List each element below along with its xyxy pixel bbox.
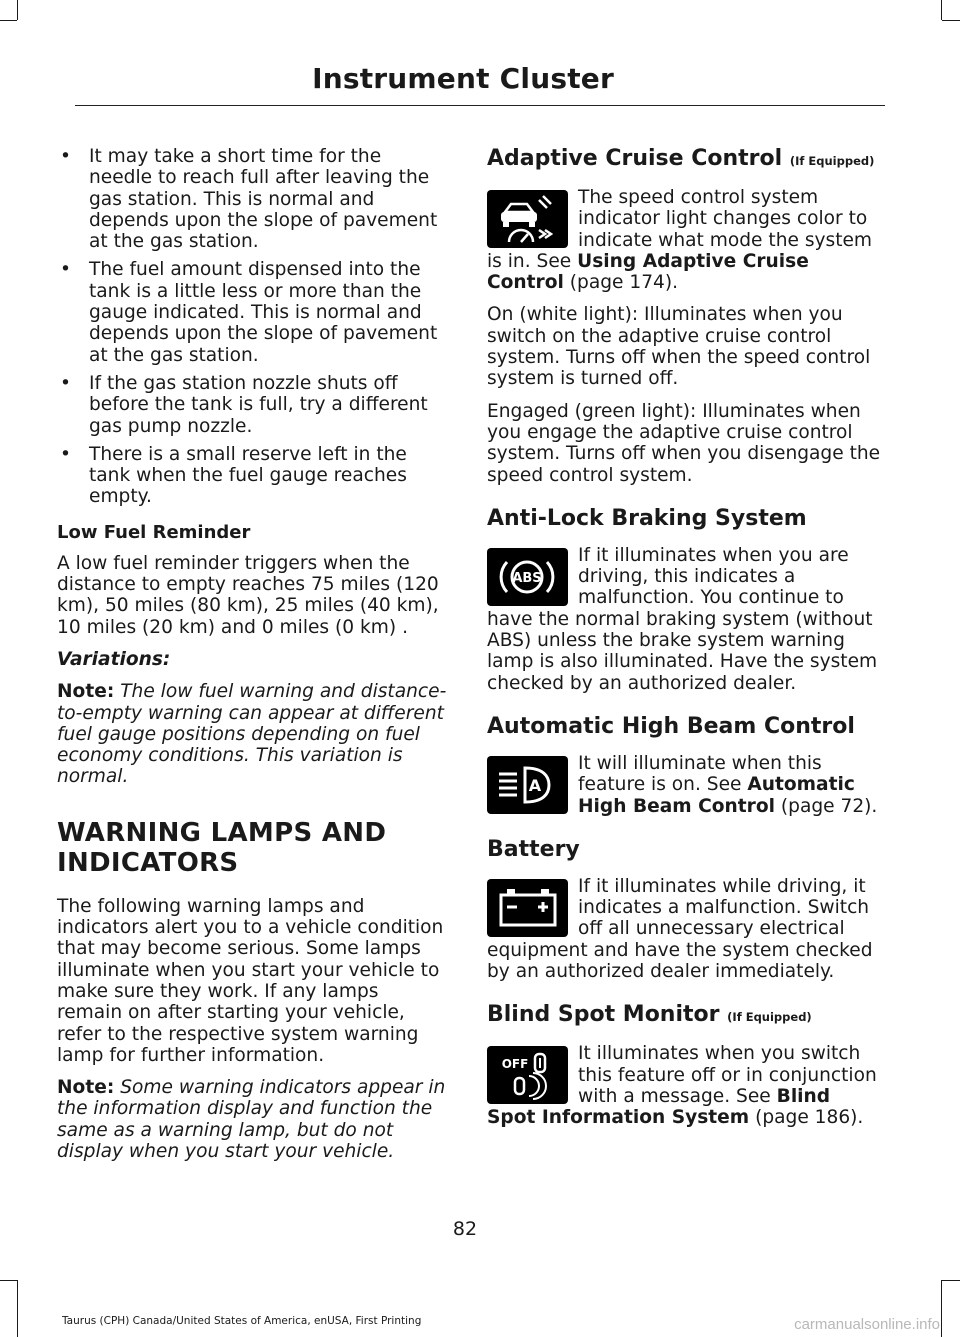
list-item [57,444,449,508]
acc-text-a: The speed control system indicator light changes color to indicate what mode the system is in. See [487,187,873,272]
note-text: The low fuel warning and distance-to-empty warning can appear at different fuel gauge positions depending on fuel economy conditions. This variation is normal. [57,681,447,788]
acc-text-b: (page 174). [563,272,679,294]
note-label: Note: [57,1077,115,1099]
abs-text: If it illuminates when you are driving, this indicates a malfunction. You continue to have the normal braking system (without ABS) unless the brake system warning lamp is also illuminated. Have the system checked by an authorized dealer. [487,544,878,694]
crop-mark [0,1280,17,1281]
note-text: Some warning indicators appear in the information display and function the same as a warning lamp, but do not display when you start your vehicle. [57,1077,446,1162]
abs-icon [487,548,568,606]
battery-text: If it illuminates while driving, it indicates a malfunction. Switch off all unnecessary electrical equipment and have the system checked by an authorized dealer immediately. [487,875,873,983]
crop-mark [941,0,942,20]
crop-mark [17,0,18,20]
blis-heading [487,1002,882,1030]
warning-lamps-heading [57,818,449,878]
heading-line: WARNING LAMPS AND [57,817,387,848]
list-item-text: There is a small reserve left in the tank when the fuel gauge reaches empty. [89,443,407,508]
auto-high-beam-icon [487,756,568,814]
blis-icon-label: OFF [501,1057,529,1072]
abs-heading: Anti-Lock Braking System [487,505,807,531]
list-item-text: If the gas station nozzle shuts off before the tank is full, try a different gas pump nozzle. [89,372,428,437]
left-column [57,146,449,1162]
list-item-text: The fuel amount dispensed into the tank is a little less or more than the gauge indicated. This is normal and depends upon the slope of pavement at the gas station. [89,259,438,366]
crop-mark [941,1280,942,1337]
bullet-icon: • [60,443,71,465]
ahb-xref-link[interactable]: Automatic High Beam Control [578,774,855,817]
list-item [57,259,449,365]
abs-section [487,506,882,694]
ahb-section [487,714,882,817]
page-number: 82 [452,1218,478,1240]
heading-line: INDICATORS [57,847,239,878]
list-item-text: It may take a short time for the needle to reach full after leaving the gas station. This is normal and depends upon the slope of pavement at the gas station. [89,146,438,253]
blis-text-b: (page 186). [749,1107,864,1129]
battery-icon [487,879,568,937]
acc-section [487,146,882,486]
crop-mark [942,20,960,21]
acc-heading [487,146,882,174]
crop-mark [942,1280,960,1281]
page-footer: Taurus (CPH) Canada/United States of America, enUSA, First Printing [62,1315,422,1327]
warning-note [57,1077,449,1162]
right-column [487,146,882,1149]
low-fuel-heading: Low Fuel Reminder [57,521,251,543]
warning-lamps-text: The following warning lamps and indicators alert you to a vehicle condition that may become serious. Some lamps illuminate when you start your vehicle to make sure they work. If any lamps remain on after starting your vehicle, refer to the respective system warning lamp for further information. [57,895,444,1066]
low-fuel-note [57,681,449,787]
acc-engaged-text: Engaged (green light): Illuminates when you engage the adaptive cruise control system. Turns off when you disengage the speed control system. [487,400,881,486]
ahb-icon-label: A [528,775,542,795]
acc-on-text: On (white light): Illuminates when you switch on the adaptive cruise control system. Turns off when the speed control system is turned off. [487,304,871,390]
blis-text-a: It illuminates when you switch this feature off or in conjunction with a message. See [578,1043,877,1107]
battery-section [487,837,882,982]
header-divider [75,105,885,106]
list-item [57,146,449,252]
list-item [57,373,449,437]
battery-heading: Battery [487,836,580,862]
bullet-icon: • [60,372,71,394]
page-title: Instrument Cluster [312,62,614,95]
crop-mark [17,1280,18,1337]
watermark: carmanualsonline.info [794,1316,940,1333]
heading-text: Adaptive Cruise Control [487,146,783,171]
blis-xref-link[interactable]: Blind Spot Information System [487,1085,831,1129]
note-label: Note: [57,681,115,703]
ahb-text-b: (page 72). [775,795,878,817]
adaptive-cruise-control-icon [487,190,568,248]
blind-spot-monitor-icon [487,1046,568,1104]
abs-icon-label: ABS [512,570,542,586]
acc-xref-link[interactable]: Using Adaptive Cruise Control [487,250,809,294]
variations-label: Variations: [57,648,171,670]
heading-qualifier: (If Equipped) [789,154,875,168]
bullet-icon: • [60,259,71,281]
bullet-icon: • [60,146,71,167]
heading-qualifier: (If Equipped) [727,1010,812,1025]
ahb-text-a: It will illuminate when this feature is on. See [578,752,822,796]
low-fuel-text: A low fuel reminder triggers when the distance to empty reaches 75 miles (120 km), 50 miles (80 km), 25 miles (40 km), 10 miles (20 km) and 0 miles (0 km) . [57,552,439,638]
ahb-heading: Automatic High Beam Control [487,713,855,739]
crop-mark [0,20,17,21]
heading-text: Blind Spot Monitor [487,1002,720,1028]
blis-section [487,1002,882,1128]
